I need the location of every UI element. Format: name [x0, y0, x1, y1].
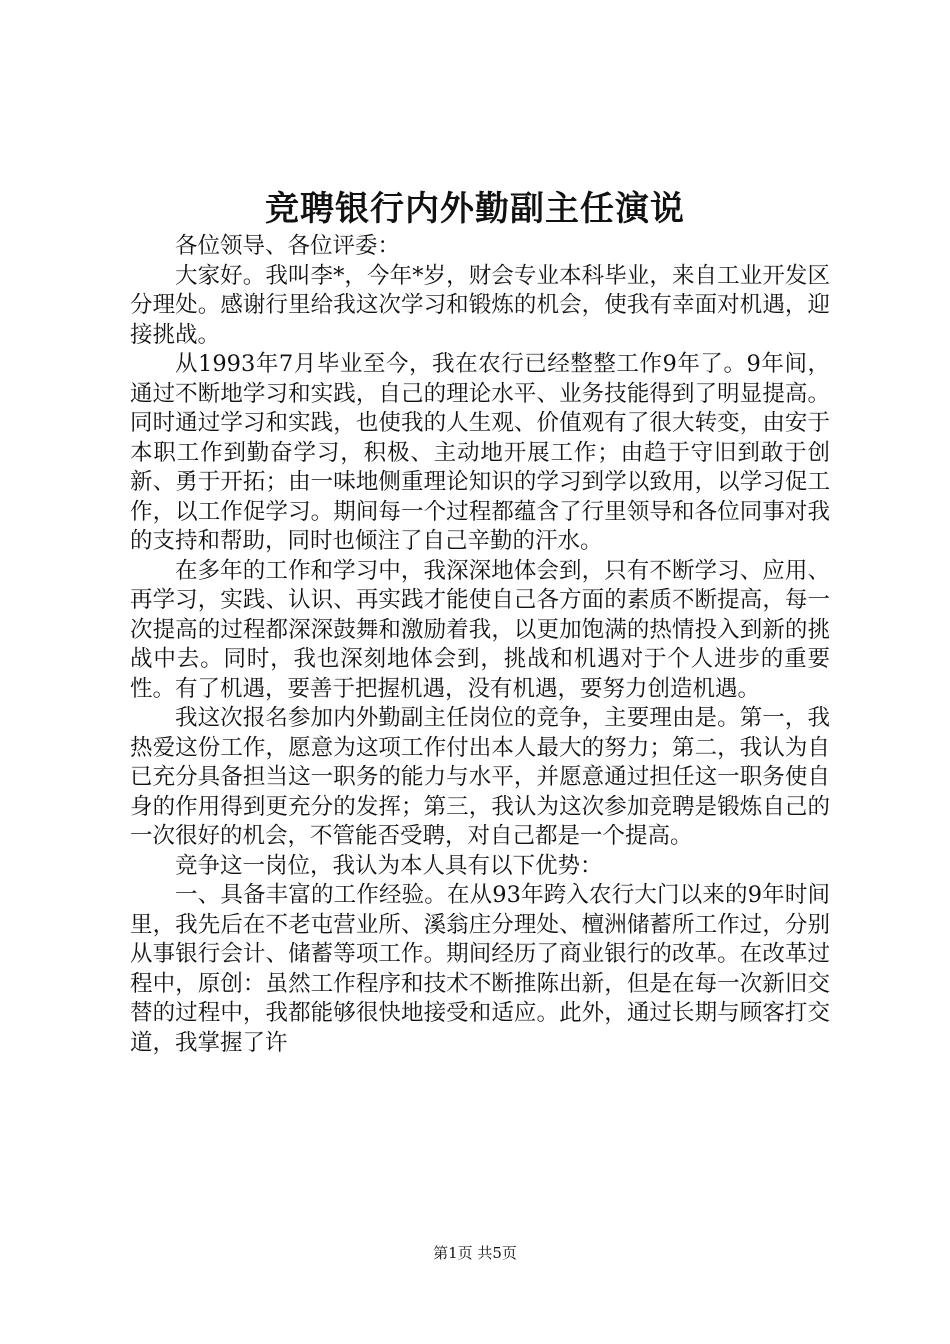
- paragraph-greeting: 大家好。我叫李*，今年*岁，财会专业本科毕业，来自工业开发区分理处。感谢行里给我这次学习和锻炼的机会，使我有幸面对机遇，迎接挑战。: [130, 262, 830, 348]
- paragraph-advantages-intro: 竞争这一岗位，我认为本人具有以下优势：: [175, 852, 603, 879]
- paragraph-experience: 从1993年7月毕业至今，我在农行已经整整工作9年了。9年间，通过不断地学习和实践，自己的理论水平、业务技能得到了明显提高。同时通过学习和实践，也使我的人生观、价值观有了很大转变，由安于本职工作到勤奋学习，积极、主动地开展工作；由趋于守旧到敢于创新、勇于开拓；由一味地侧重理论知识的学习到学以致用，以学习促工作，以工作促学习。期间每一个过程都蕴含了行里领导和各位同事对我的支持和帮助，同时也倾注了自己辛勤的汗水。: [130, 351, 830, 554]
- paragraph-salutation: 各位领导、各位评委：: [175, 233, 401, 259]
- page-footer: 第1页 共5页: [433, 1244, 517, 1262]
- paragraph-advantage-one: 一、具备丰富的工作经验。在从93年跨入农行大门以来的9年时间里，我先后在不老屯营业所、溪翁庄分理处、檀洲储蓄所工作过，分别从事银行会计、储蓄等项工作。期间经历了商业银行的改革。在改革过程中，原创：虽然工作程序和技术不断推陈出新，但是在每一次新旧交替的过程中，我都能够很快地接受和适应。此外，通过长期与顾客打交道，我掌握了许: [130, 882, 830, 1056]
- paragraph-reasons: 我这次报名参加内外勤副主任岗位的竞争，主要理由是。第一，我热爱这份工作，愿意为这项工作付出本人最大的努力；第二，我认为自已充分具备担当这一职务的能力与水平，并愿意通过担任这一职务使自身的作用得到更充分的发挥；第三，我认为这次参加竞聘是锻炼自己的一次很好的机会，不管能否受聘，对自己都是一个提高。: [130, 705, 830, 849]
- document-body: [130, 232, 830, 1058]
- paragraph-insight: 在多年的工作和学习中，我深深地体会到，只有不断学习、应用、再学习，实践、认识、再实践才能使自己各方面的素质不断提高，每一次提高的过程都深深鼓舞和激励着我，以更加饱满的热情投入到新的挑战中去。同时，我也深刻地体会到，挑战和机遇对于个人进步的重要性。有了机遇，要善于把握机遇，没有机遇，要努力创造机遇。: [130, 557, 830, 702]
- document-title: 竞聘银行内外勤副主任演说: [265, 189, 685, 229]
